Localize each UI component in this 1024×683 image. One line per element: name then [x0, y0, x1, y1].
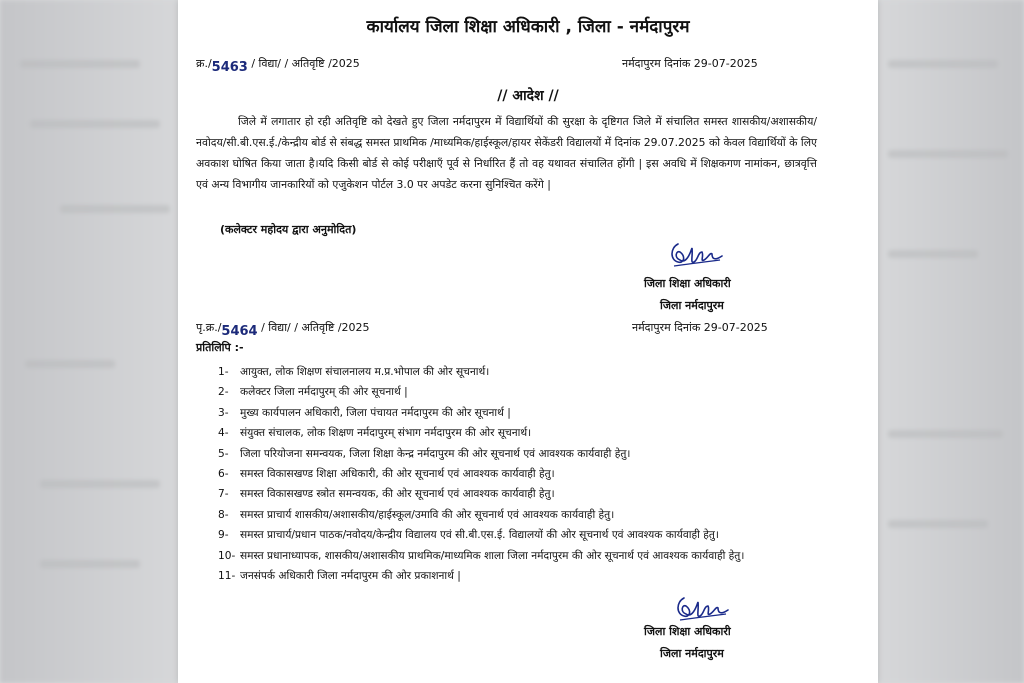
signature-2-district: जिला नर्मदापुरम [660, 647, 724, 660]
list-item [218, 403, 830, 423]
list-item-text: मुख्य कार्यपालन अधिकारी, जिला पंचायत नर्मदापुरम की ओर सूचनार्थ | [240, 406, 511, 419]
list-item-number: 10- [218, 549, 236, 562]
blurred-line [30, 120, 160, 128]
list-item-number: 1- [218, 366, 229, 378]
endorsement-place-date: नर्मदापुरम दिनांक 29-07-2025 [632, 321, 768, 334]
list-item-text: समस्त प्राचार्य शासकीय/अशासकीय/हाईस्कूल/उमावि की ओर सूचनार्थ एवं आवश्यक कार्यवाही हेतु। [240, 508, 615, 521]
list-item-number: 7- [218, 488, 229, 501]
list-item-number: 3- [218, 406, 229, 419]
signature-1-designation: जिला शिक्षा अधिकारी [644, 277, 731, 290]
endorsement-suffix: / विद्या/ / अतिवृष्टि /2025 [261, 321, 370, 334]
list-item-text: जिला परियोजना समन्वयक, जिला शिक्षा केन्द्र नर्मदापुरम की ओर सूचनार्थ एवं आवश्यक कार्यवाही हेतु। [240, 447, 631, 460]
list-item [218, 525, 830, 545]
background-right [878, 0, 1024, 683]
list-item-text: आयुक्त, लोक शिक्षण संचालनालय म.प्र.भोपाल की ओर सूचनार्थ। [240, 366, 490, 378]
signature-2-designation: जिला शिक्षा अधिकारी [644, 625, 731, 638]
blurred-line [888, 430, 1003, 438]
list-item-number: 11- [218, 570, 236, 583]
blurred-line [20, 60, 140, 68]
reference-number-line [196, 56, 360, 75]
list-item-text: समस्त विकासखण्ड शिक्षा अधिकारी, की ओर सूचनार्थ एवं आवश्यक कार्यवाही हेतु। [240, 468, 555, 481]
list-item-number: 2- [218, 386, 229, 399]
endorsement-number: 5464 [221, 324, 258, 339]
list-item-number: 9- [218, 529, 229, 542]
blurred-line [888, 60, 998, 68]
reference-suffix: / विद्या/ / अतिवृष्टि /2025 [251, 57, 360, 70]
list-item [218, 484, 830, 504]
list-item [218, 382, 830, 402]
blurred-line [888, 150, 1008, 158]
list-item-text: समस्त विकासखण्ड स्त्रोत समन्वयक, की ओर सूचनार्थ एवं आवश्यक कार्यवाही हेतु। [240, 488, 555, 501]
blurred-line [888, 520, 988, 528]
list-item-number: 4- [218, 427, 229, 440]
list-item-number: 6- [218, 468, 229, 481]
list-item-text: जनसंपर्क अधिकारी जिला नर्मदापुरम की ओर प्रकाशनार्थ | [240, 570, 461, 583]
list-item-text: कलेक्टर जिला नर्मदापुरम् की ओर सूचनार्थ | [240, 386, 408, 399]
reference-prefix: क्र./ [196, 57, 212, 70]
reference-number: 5463 [211, 60, 248, 75]
endorsement-prefix: पृ.क्र./ [196, 321, 222, 334]
list-item-number: 5- [218, 447, 229, 460]
signature-1-district: जिला नर्मदापुरम [660, 299, 724, 312]
signature-1 [664, 238, 728, 274]
order-heading: // आदेश // [497, 88, 559, 104]
list-item [218, 423, 830, 443]
list-item-text: संयुक्त संचालक, लोक शिक्षण नर्मदापुरम् संभाग नर्मदापुरम की ओर सूचनार्थ। [240, 427, 532, 440]
order-body-text: जिले में लगातार हो रही अतिवृष्टि को देखते हुए जिला नर्मदापुरम में विद्यार्थियों की सुरक्षा के दृष्टिगत जिले में संचालित समस्त शासकीय/अशासकीय/नवोदय/सी.बी.एस.ई./केन्द्रीय बोर्ड से संबद्ध समस्त प्राथमिक /माध्यमिक/हाईस्कूल/हायर सेकेंडरी विद्यालयों में दिनांक 29.07.2025 को केवल विद्यार्थियों के लिए अवकाश घोषित किया जाता है।यदि किसी बोर्ड से कोई परीक्षाएँ पूर्व से निर्धारित हैं तो वह यथावत संचालित होंगी | इस अवधि में शिक्षकगण नामांकन, छात्रवृत्ति एवं अन्य विभागीय जानकारियों को एजुकेशन पोर्टल 3.0 पर अपडेट करना सुनिश्चित करेंगे | [196, 115, 817, 191]
copy-to-list [218, 362, 830, 586]
blurred-line [888, 250, 978, 258]
endorsement-number-line [196, 320, 370, 339]
list-item [218, 505, 830, 525]
list-item-text: समस्त प्राचार्य/प्रधान पाठक/नवोदय/केन्द्रीय विद्यालय एवं सी.बी.एस.ई. विद्यालयों की ओर सूचनार्थ एवं आवश्यक कार्यवाही हेतु। [240, 529, 719, 542]
office-title: कार्यालय जिला शिक्षा अधिकारी , जिला - नर्मदापुरम [366, 17, 690, 37]
blurred-line [40, 480, 160, 488]
list-item [218, 546, 830, 566]
place-date: नर्मदापुरम दिनांक 29-07-2025 [622, 57, 758, 70]
copy-to-heading: प्रतिलिपि :- [196, 341, 244, 354]
list-item [218, 444, 830, 464]
list-item [218, 464, 830, 484]
order-body [196, 111, 817, 195]
document-page [178, 0, 878, 683]
list-item-text: समस्त प्रधानाध्यापक, शासकीय/अशासकीय प्राथमिक/माध्यमिक शाला जिला नर्मदापुरम की ओर सूचनार्थ एवं आवश्यक कार्यवाही हेतु। [240, 549, 745, 562]
blurred-line [25, 360, 115, 368]
signature-2 [670, 592, 734, 628]
list-item [218, 362, 830, 382]
blurred-line [60, 205, 170, 213]
background-left [0, 0, 178, 683]
approval-note: (कलेक्टर महोदय द्वारा अनुमोदित) [220, 223, 357, 236]
blurred-line [40, 560, 140, 568]
list-item [218, 566, 830, 586]
list-item-number: 8- [218, 508, 229, 521]
